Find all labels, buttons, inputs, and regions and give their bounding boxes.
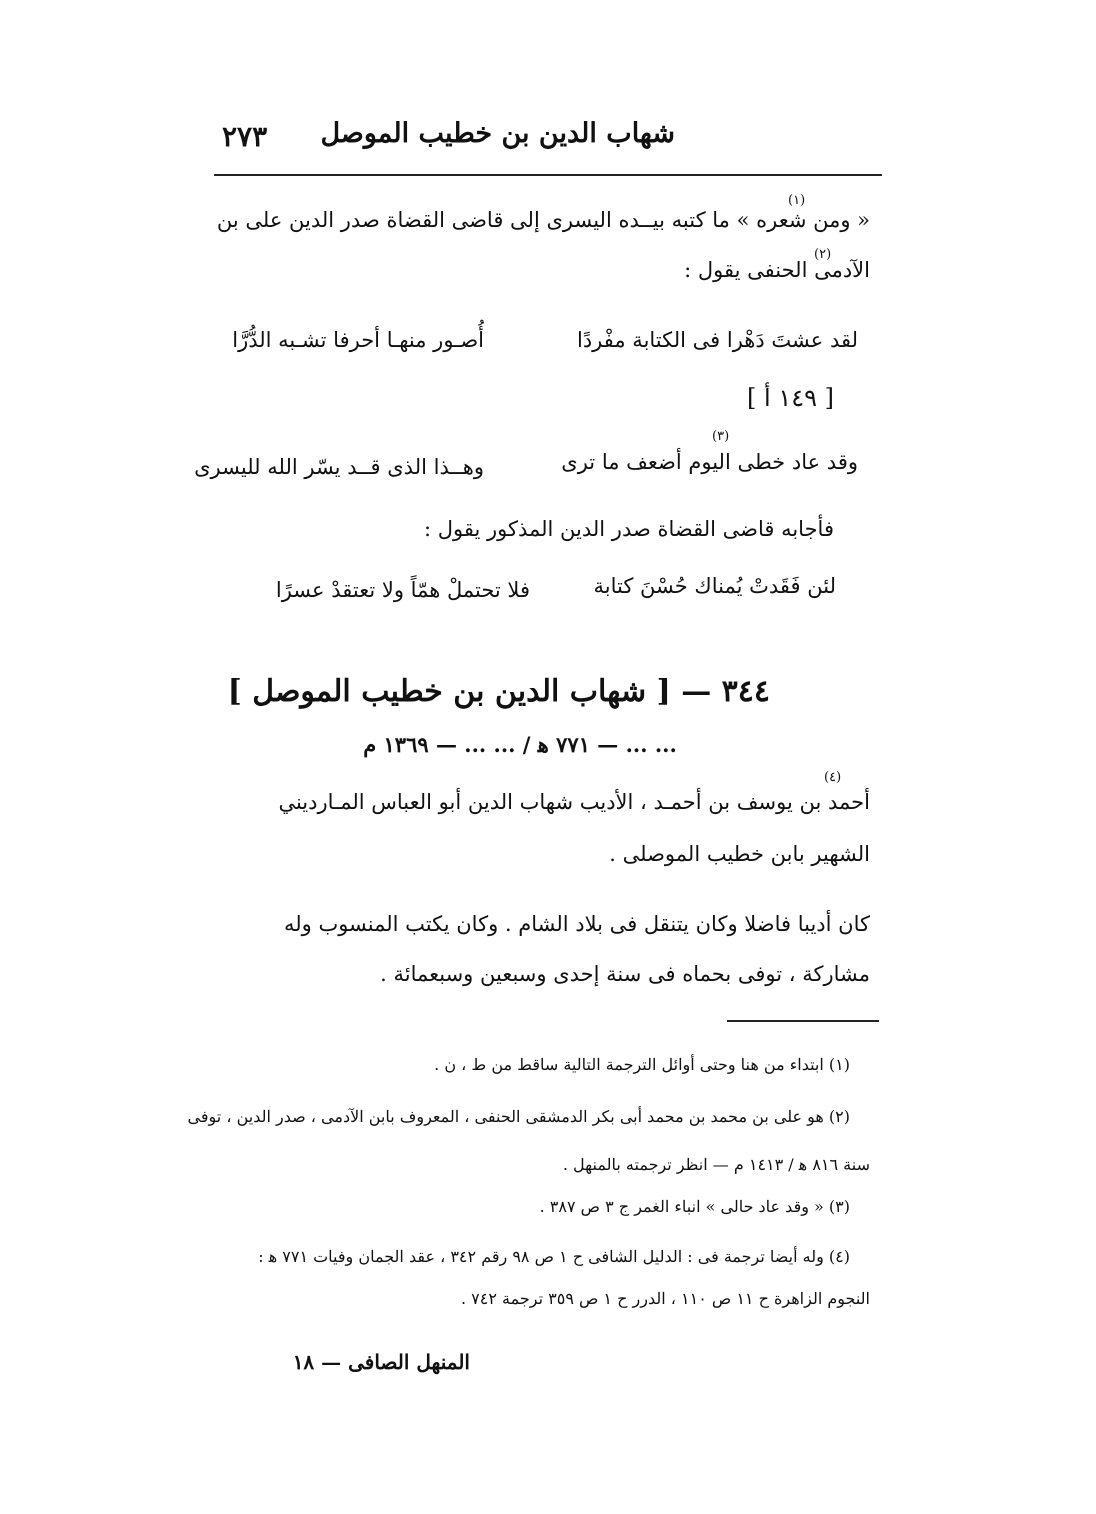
verse-3-first-hemistich: لئن فَقَدتْ يُمناك حُسْنَ كتابة: [593, 574, 836, 598]
note-ref-2: (٢): [814, 247, 832, 262]
verse-3-second-hemistich: فلا تحتملْ همّاً ولا تعتقدْ عسرًا: [275, 578, 530, 602]
bio-para-2-line-2: مشاركة ، توفى بحماه فى سنة إحدى وسبعين وسبعمائة .: [380, 962, 870, 986]
note-ref-1: (١): [788, 193, 806, 208]
bio-line-2: الشهير بابن خطيب الموصلى .: [609, 842, 870, 866]
intro-line-1: « ومن شعره » ما كتبه بيــده اليسرى إلى قاضى القضاة صدر الدين على بن: [216, 208, 870, 232]
bio-para-2-line-1: كان أديبا فاضلا وكان يتنقل فى بلاد الشام . وكان يكتب المنسوب وله: [283, 912, 870, 936]
note-ref-3: (٣): [712, 429, 730, 444]
running-title: شهاب الدين بن خطيب الموصل: [320, 118, 675, 149]
entry-heading: ٣٤٤ — [ شهاب الدين بن خطيب الموصل ]: [227, 674, 770, 709]
page-number: ٢٧٣: [222, 120, 268, 153]
footnote-2-line-2: سنة ٨١٦ ﻫ / ١٤١٣ م — انظر ترجمته بالمنهل .: [562, 1155, 870, 1174]
footnote-rule: [727, 1020, 879, 1022]
footnote-3: (٣) « وقد عاد حالى » انباء الغمر ج ٣ ص ٣٨٧ .: [539, 1197, 850, 1216]
footnote-4-line-2: النجوم الزاهرة ح ١١ ص ١١٠ ، الدرر ح ١ ص ٣٥٩ ترجمة ٧٤٢ .: [461, 1289, 870, 1308]
reply-intro: فأجابه قاضى القضاة صدر الدين المذكور يقول :: [423, 517, 834, 541]
verse-1-second-hemistich: أُصـور منهـا أحرفا تشـبه الدُّرَّا: [232, 328, 484, 352]
footnote-1: (١) ابتداء من هنا وحتى أوائل الترجمة التالية ساقط من ط ، ن .: [434, 1055, 850, 1074]
folio-mark: [ ١٤٩ أ ]: [747, 384, 834, 412]
verse-2-second-hemistich: وهــذا الذى قــد يسّر الله لليسرى: [194, 455, 484, 479]
footnote-4-line-1: (٤) وله أيضا ترجمة فى : الدليل الشافى ح ١ ص ٩٨ رقم ٣٤٢ ، عقد الجمان وفيات ٧٧١ ﻫ :: [258, 1247, 850, 1266]
footnote-2-line-1: (٢) هو على بن محمد بن محمد أبى بكر الدمشقى الحنفى ، المعروف بابن الآدمى ، صدر الدين ، توفى: [187, 1107, 850, 1126]
bio-line-1: أحمد بن يوسف بن أحمـد ، الأديب شهاب الدين أبو العباس المـارديني: [278, 790, 870, 814]
header-rule: [214, 174, 882, 176]
verse-1-first-hemistich: لقد عشتَ دَهْرا فى الكتابة مفْردًا: [576, 328, 858, 352]
verse-2-first-hemistich: وقد عاد خطى اليوم أضعف ما ترى: [561, 450, 858, 474]
entry-dates: ... ... — ٧٧١ ﻫ / ... ... — ١٣٦٩ م: [363, 732, 677, 757]
footer-signature: المنهل الصافى — ١٨: [292, 1350, 470, 1374]
note-ref-4: (٤): [824, 770, 842, 785]
intro-line-2: الآدمى الحنفى يقول :: [684, 258, 870, 282]
